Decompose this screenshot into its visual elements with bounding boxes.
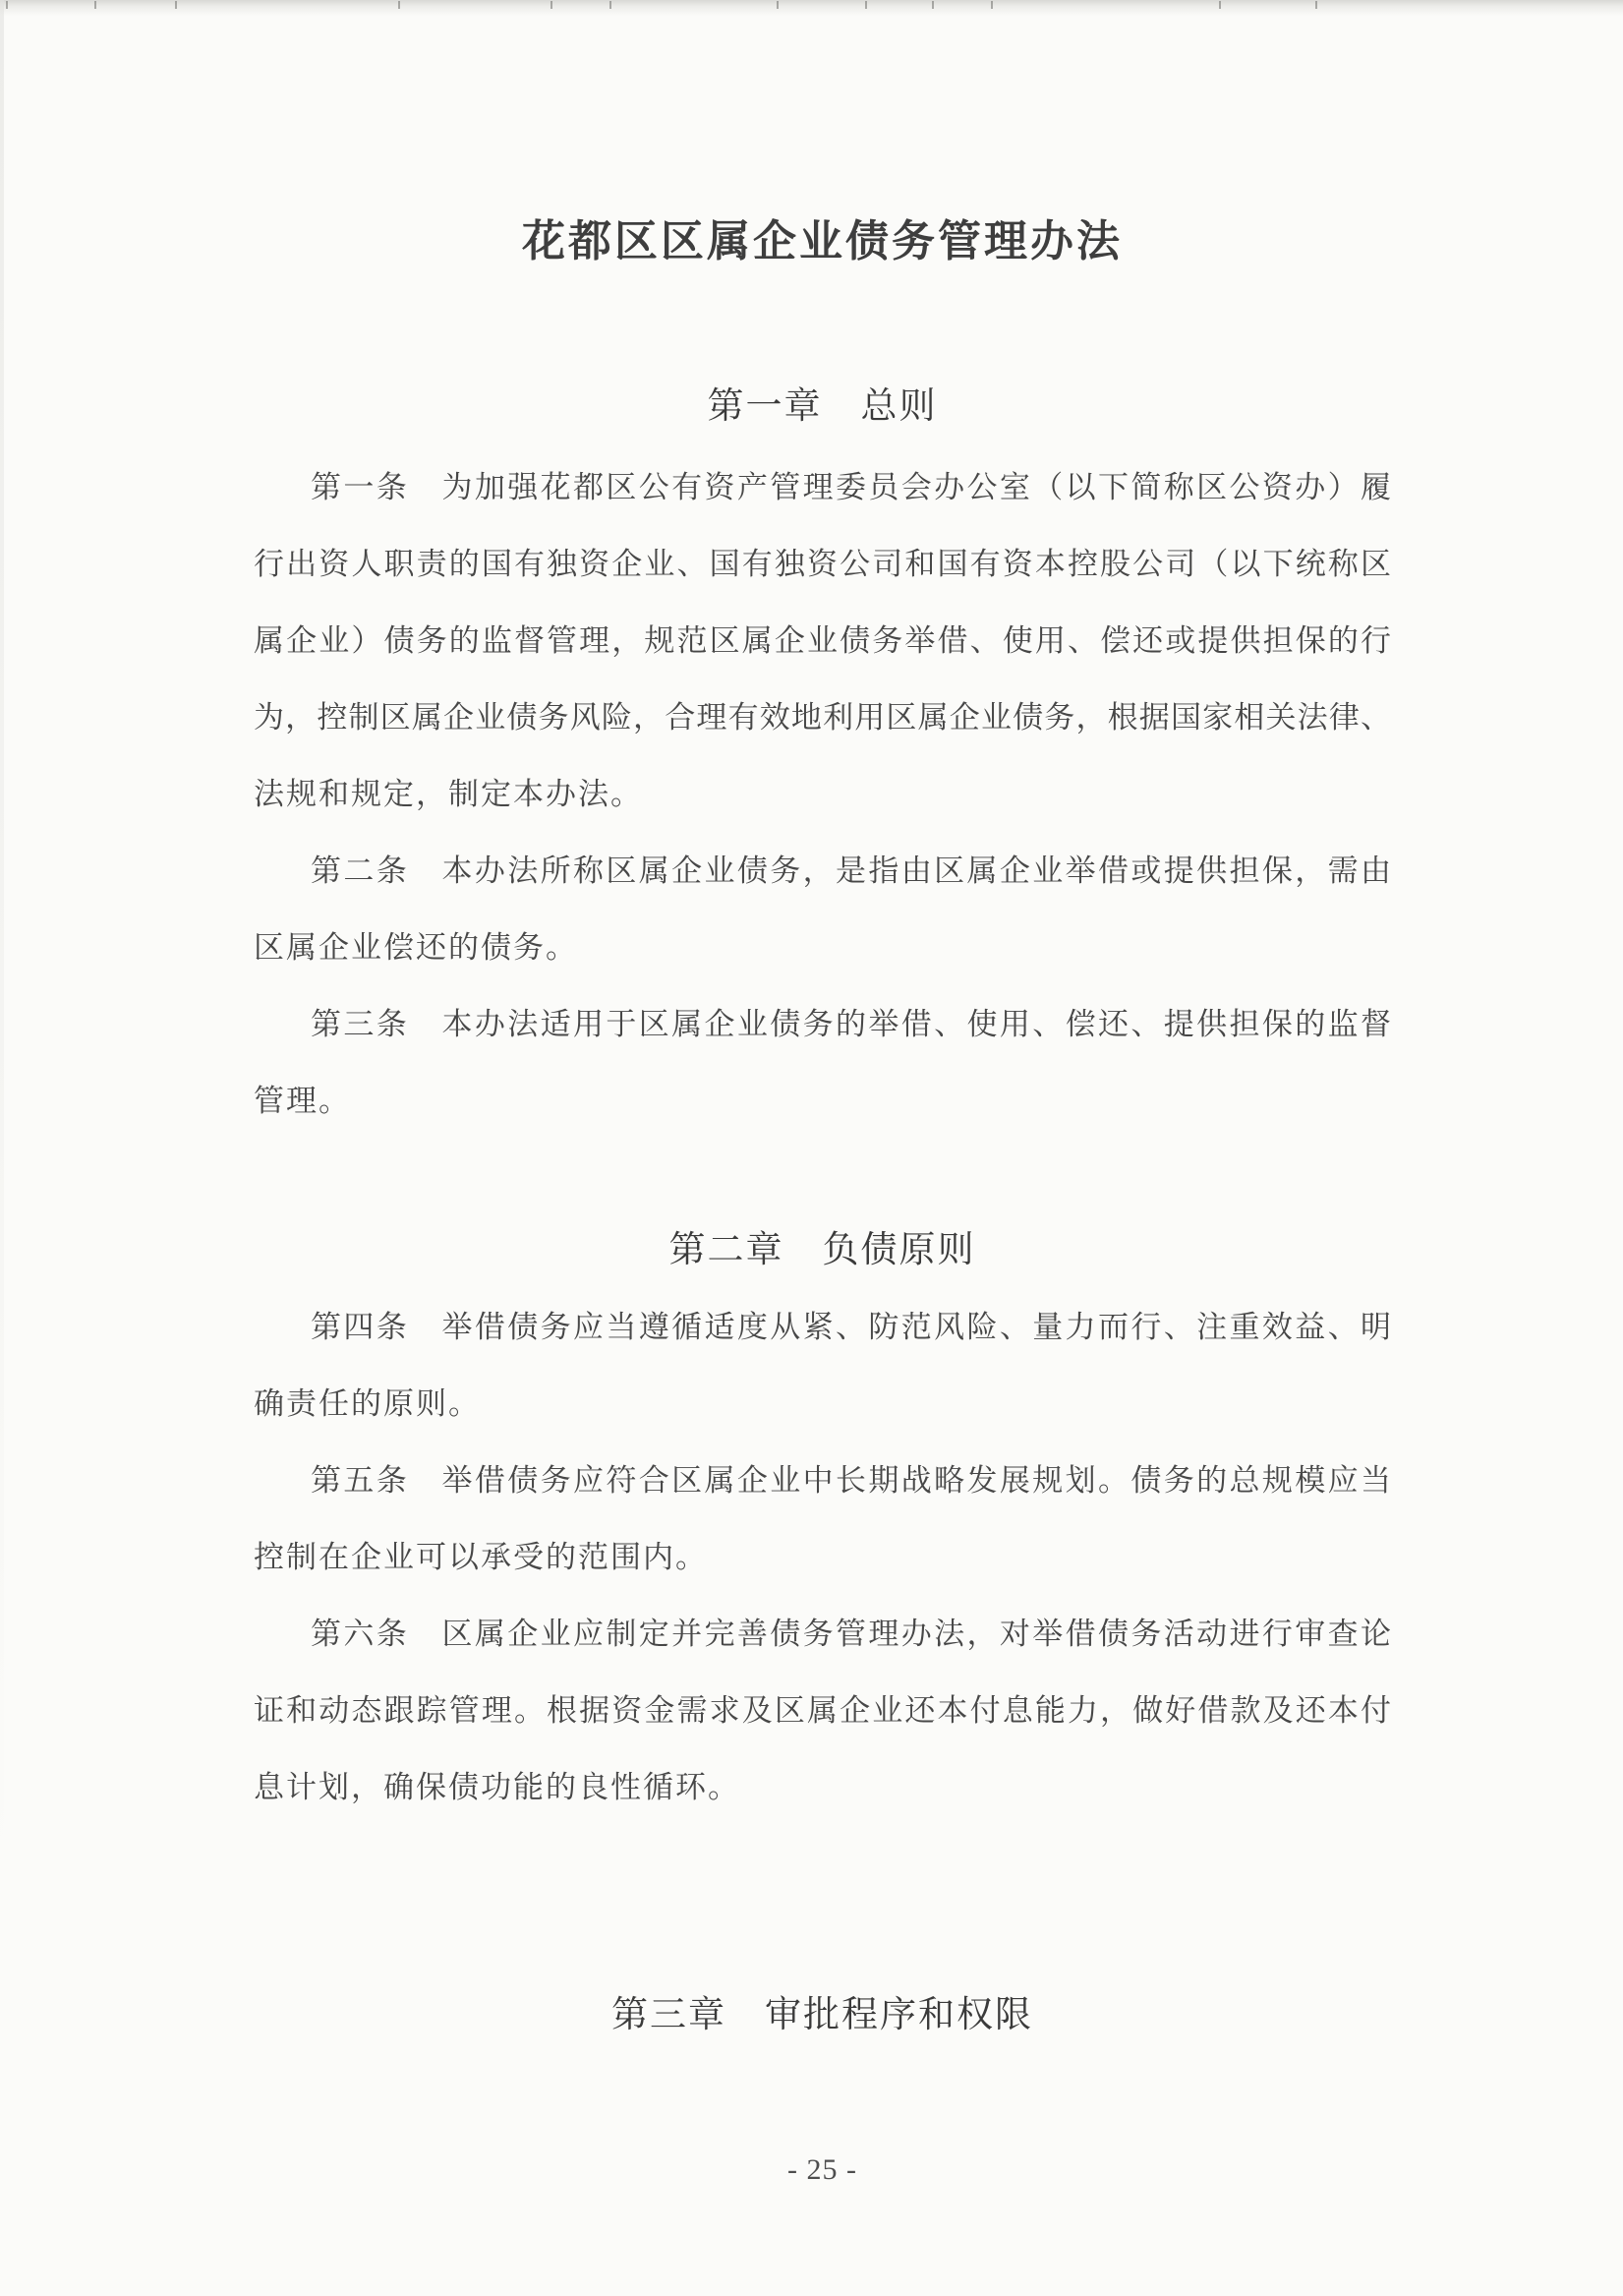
chapter-1-heading: 第一章 总则 bbox=[707, 385, 938, 426]
text-line: 第六条 区属企业应制定并完善债务管理办法，对举借债务活动进行审查论 bbox=[311, 1617, 1391, 1651]
text-line: 确责任的原则。 bbox=[254, 1386, 481, 1421]
scan-edge-artifact-left bbox=[0, 0, 4, 1868]
text-line: 证和动态跟踪管理。根据资金需求及区属企业还本付息能力，做好借款及还本付 bbox=[254, 1693, 1391, 1728]
text-line: 区属企业偿还的债务。 bbox=[254, 930, 578, 965]
page-number: - 25 - bbox=[787, 2153, 857, 2186]
text-line: 控制在企业可以承受的范围内。 bbox=[254, 1540, 708, 1574]
document-content bbox=[254, 0, 1391, 2190]
text-line: 为，控制区属企业债务风险，合理有效地利用区属企业债务，根据国家相关法律、 bbox=[254, 700, 1391, 735]
text-line: 第四条 举借债务应当遵循适度从紧、防范风险、量力而行、注重效益、明 bbox=[311, 1310, 1391, 1344]
chapter-1-body bbox=[254, 468, 1391, 1158]
text-line: 息计划，确保债功能的良性循环。 bbox=[254, 1770, 740, 1804]
document-title: 花都区区属企业债务管理办法 bbox=[522, 217, 1123, 265]
text-line: 第二条 本办法所称区属企业债务，是指由区属企业举借或提供担保，需由 bbox=[311, 854, 1391, 888]
text-line: 管理。 bbox=[254, 1084, 351, 1118]
chapter-2-body bbox=[254, 1308, 1391, 1845]
text-line: 第三条 本办法适用于区属企业债务的举借、使用、偿还、提供担保的监督 bbox=[311, 1007, 1391, 1041]
text-line: 行出资人职责的国有独资企业、国有独资公司和国有资本控股公司（以下统称区 bbox=[254, 547, 1391, 581]
text-line: 属企业）债务的监督管理，规范区属企业债务举借、使用、偿还或提供担保的行 bbox=[254, 623, 1391, 658]
text-line: 第五条 举借债务应符合区属企业中长期战略发展规划。债务的总规模应当 bbox=[311, 1463, 1391, 1498]
chapter-2-heading: 第二章 负债原则 bbox=[668, 1229, 976, 1269]
text-line: 第一条 为加强花都区公有资产管理委员会办公室（以下简称区公资办）履 bbox=[311, 470, 1391, 504]
text-line: 法规和规定，制定本办法。 bbox=[254, 777, 643, 811]
chapter-3-heading: 第三章 审批程序和权限 bbox=[611, 1994, 1033, 2034]
